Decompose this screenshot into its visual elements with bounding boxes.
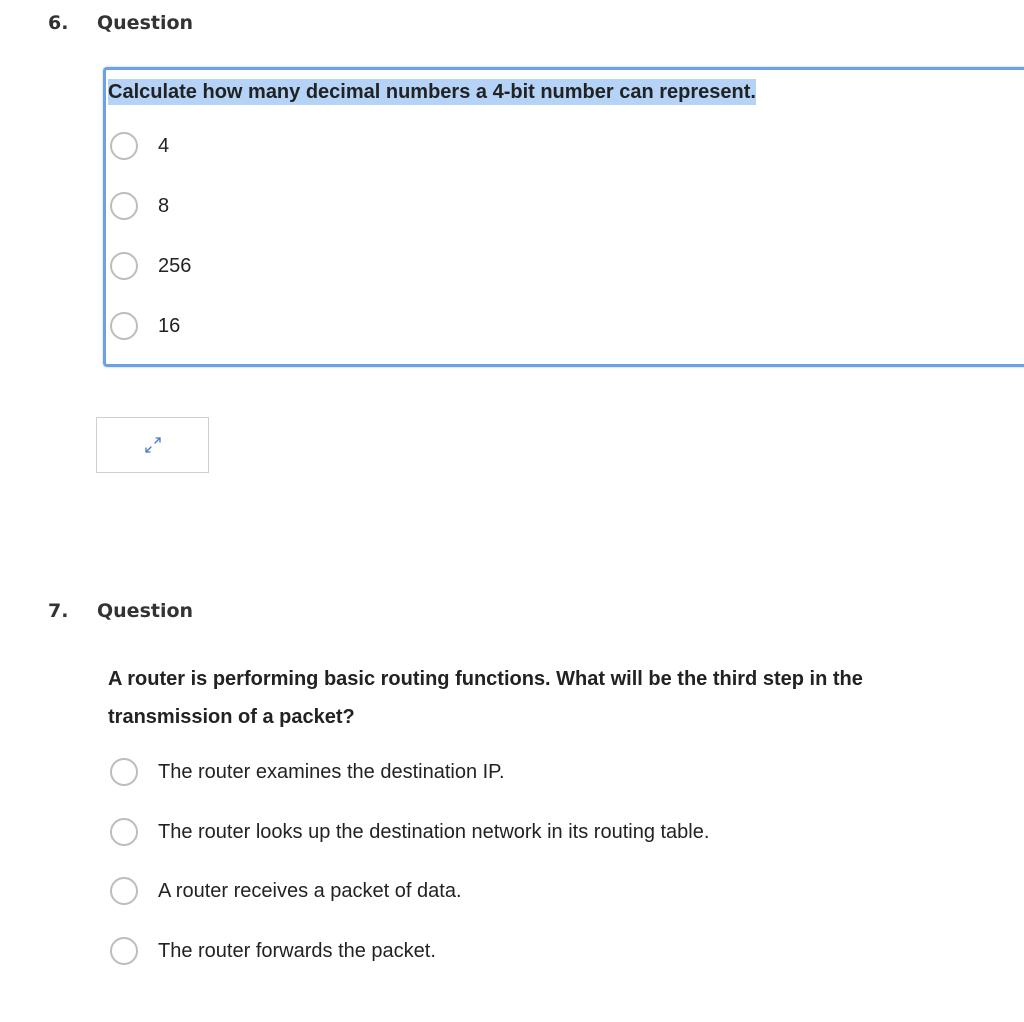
question-6-focus-box — [103, 67, 1024, 367]
radio-button[interactable] — [110, 192, 138, 220]
question-6-text: Calculate how many decimal numbers a 4-bit number can represent. — [108, 81, 756, 103]
radio-button[interactable] — [110, 877, 138, 905]
radio-button[interactable] — [110, 252, 138, 280]
option-label: The router forwards the packet. — [158, 939, 436, 962]
question-7-option-1[interactable] — [110, 755, 505, 789]
expand-button[interactable] — [96, 417, 209, 473]
option-label: 256 — [158, 254, 192, 277]
question-6-option-3[interactable] — [110, 249, 191, 283]
radio-button[interactable] — [110, 758, 138, 786]
question-title: Question — [97, 12, 194, 34]
option-label: 16 — [158, 314, 181, 337]
question-7-text: A router is performing basic routing functions. What will be the third step in the transmission of a packet? — [108, 668, 863, 728]
option-label: A router receives a packet of data. — [158, 879, 462, 902]
radio-button[interactable] — [110, 312, 138, 340]
question-number: 6. — [48, 12, 69, 34]
question-7-option-4[interactable] — [110, 934, 436, 968]
question-7-option-3[interactable] — [110, 874, 462, 908]
expand-arrows-icon — [141, 433, 165, 457]
question-6-option-4[interactable] — [110, 309, 180, 343]
option-label: 8 — [158, 194, 170, 217]
question-number: 7. — [48, 600, 69, 622]
question-7-option-2[interactable] — [110, 815, 709, 849]
radio-button[interactable] — [110, 132, 138, 160]
option-label: The router examines the destination IP. — [158, 760, 505, 783]
question-6-option-2[interactable] — [110, 189, 169, 223]
radio-button[interactable] — [110, 818, 138, 846]
option-label: The router looks up the destination network in its routing table. — [158, 820, 710, 843]
radio-button[interactable] — [110, 937, 138, 965]
question-title: Question — [97, 600, 194, 622]
option-label: 4 — [158, 134, 170, 157]
question-6-option-1[interactable] — [110, 129, 169, 163]
